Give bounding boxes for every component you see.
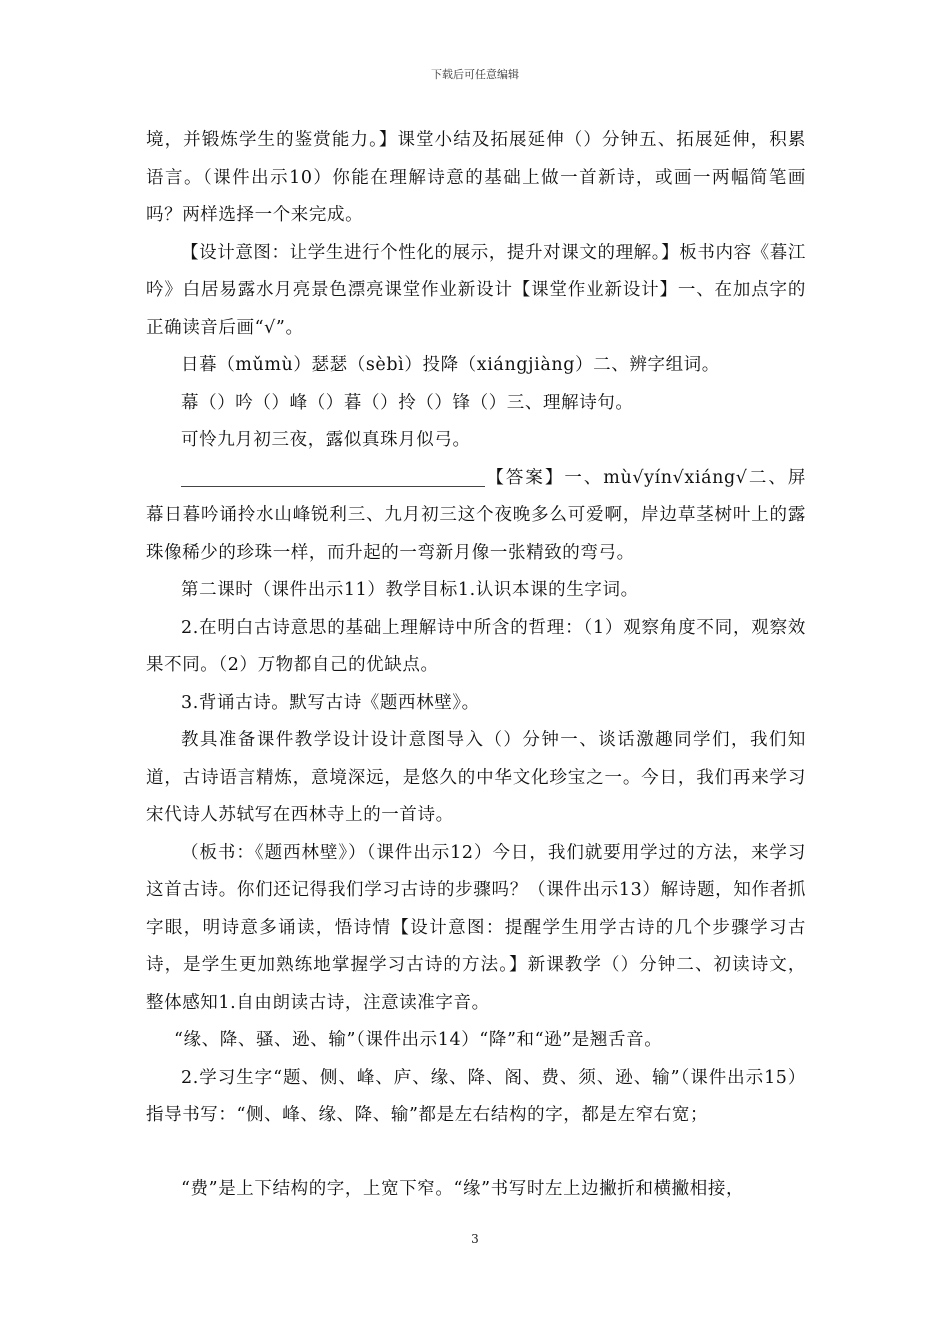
page-number: 3 xyxy=(471,1232,479,1246)
paragraph-11: （板书：《题西林壁》）（课件出示12）今日，我们就要用学过的方法，来学习这首古诗。你们还记得我们学习古诗的步骤吗？（课件出示13）解诗题，知作者抓字眼，明诗意多诵读，悟诗情【设计意图：提醒学生用学古诗的几个步骤学习古诗，是学生更加熟练地掌握学习古诗的方法。】新课教学（）分钟二、初读诗文，整体感知1.自由朗读古诗，注意读准字音。 xyxy=(146,842,806,1013)
paragraph-14: “费”是上下结构的字，上宽下窄。“缘”书写时左上边撇折和横撇相接， xyxy=(181,1178,745,1199)
paragraph-6 xyxy=(146,460,806,573)
paragraph-3: 日暮（mǔmù）瑟瑟（sèbì）投降（xiángjiàng）二、辨字组词。 xyxy=(181,355,720,375)
answer-blank-line xyxy=(181,462,485,487)
paragraph-7: 第二课时（课件出示11）教学目标1.认识本课的生字词。 xyxy=(181,580,639,600)
answer-text: 【答案】一、mù√yín√xiáng√二、屏幕日暮吟诵拎水山峰锐利三、九月初三这个夜晚多么可爱啊，岸边草茎树叶上的露珠像稀少的珍珠一样，而升起的一弯新月像一张精致的弯弓。 xyxy=(146,467,806,563)
paragraph-2: 【设计意图：让学生进行个性化的展示，提升对课文的理解。】板书内容《暮江吟》白居易露水月亮景色漂亮课堂作业新设计【课堂作业新设计】一、在加点字的正确读音后画“√”。 xyxy=(146,242,806,338)
page-header: 下载后可任意编辑 xyxy=(431,68,519,81)
paragraph-gap xyxy=(146,1135,806,1171)
paragraph-5: 可怜九月初三夜，露似真珠月似弓。 xyxy=(181,430,471,450)
body-text xyxy=(146,122,806,1208)
paragraph-4: 幕（）吟（）峰（）暮（）拎（）锋（）三、理解诗句。 xyxy=(181,392,634,413)
paragraph-12: “缘、降、骚、逊、输”（课件出示14）“降”和“逊”是翘舌音。 xyxy=(174,1030,663,1050)
paragraph-1: 境，并锻炼学生的鉴赏能力。】课堂小结及拓展延伸（）分钟五、拓展延伸，积累语言。（课件出示10）你能在理解诗意的基础上做一首新诗，或画一两幅简笔画吗？两样选择一个来完成。 xyxy=(146,130,806,225)
paragraph-8: 2.在明白古诗意思的基础上理解诗中所含的哲理：（1）观察角度不同，观察效果不同。（2）万物都自己的优缺点。 xyxy=(146,617,806,675)
paragraph-13: 2.学习生字“题、侧、峰、庐、缘、降、阁、费、须、逊、输”（课件出示15）指导书写：“侧、峰、缘、降、输”都是左右结构的字，都是左窄右宽； xyxy=(146,1067,806,1125)
paragraph-9: 3.背诵古诗。默写古诗《题西林壁》。 xyxy=(181,692,480,713)
paragraph-10: 教具准备课件教学设计设计意图导入（）分钟一、谈话激趣同学们，我们知道，古诗语言精炼，意境深远，是悠久的中华文化珍宝之一。今日，我们再来学习宋代诗人苏轼写在西林寺上的一首诗。 xyxy=(146,730,806,825)
